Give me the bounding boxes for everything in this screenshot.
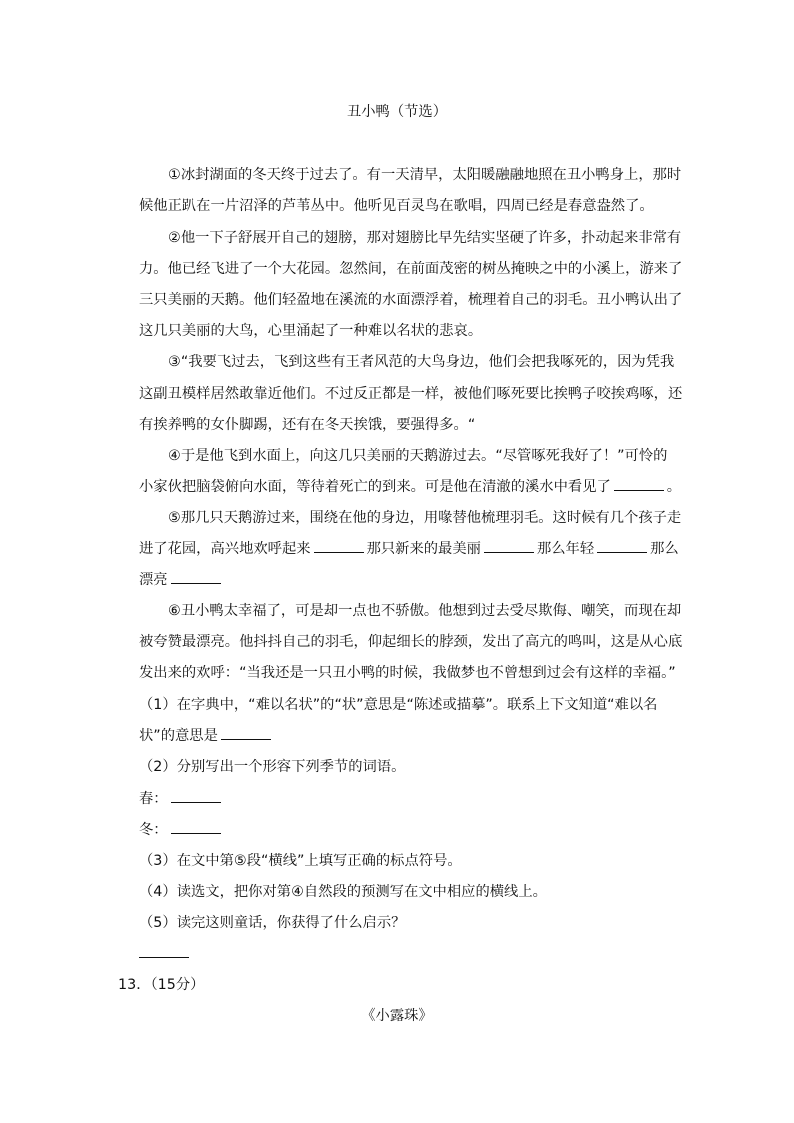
question-2: （2）分别写出一个形容下列季节的词语。 <box>139 759 406 775</box>
paragraph-3-line-1: ③“我要飞过去，飞到这些有王者风范的大鸟身边，他们会把我啄死的，因为凭我 <box>168 354 675 370</box>
answer-blank-para-5-1[interactable] <box>314 539 364 553</box>
answer-blank-para-4[interactable] <box>614 477 664 491</box>
question-2-spring <box>139 789 224 809</box>
winter-label: 冬： <box>139 822 168 838</box>
paragraph-4-end: 。 <box>666 479 682 495</box>
paragraph-5-line-2 <box>139 539 679 559</box>
question-4: （4）读选文，把你对第④自然段的预测写在文中相应的横线上。 <box>139 884 547 900</box>
paragraph-6-line-2: 被夸赞最漂亮。他抖抖自己的羽毛，仰起细长的脖颈，发出了高亢的鸣叫，这是从心底 <box>139 634 683 650</box>
answer-blank-para-5-3[interactable] <box>597 539 647 553</box>
paragraph-6-line-1: ⑥丑小鸭太幸福了，可是却一点也不骄傲。他想到过去受尽欺侮、嘲笑，而现在却 <box>168 603 682 619</box>
question-3: （3）在文中第⑤段“横线”上填写正确的标点符号。 <box>139 853 462 869</box>
answer-blank-para-5-2[interactable] <box>484 539 534 553</box>
paragraph-5-end: 漂亮 <box>139 572 168 588</box>
paragraph-5-part-3: 那么年轻 <box>536 541 595 557</box>
paragraph-4-line-1: ④于是他飞到水面上，向这几只美丽的天鹅游过去。“尽管啄死我好了！”可怜的 <box>168 448 668 464</box>
question-5: （5）读完这则童话，你获得了什么启示？ <box>139 915 406 931</box>
answer-blank-spring[interactable] <box>171 789 221 803</box>
answer-blank-winter[interactable] <box>171 820 221 834</box>
paragraph-1-line-2: 候他正趴在一片沼泽的芦苇丛中。他听见百灵鸟在歌唱，四周已经是春意盎然了。 <box>139 198 654 214</box>
paragraph-4-text: 小家伙把脑袋俯向水面，等待着死亡的到来。可是他在清澈的溪水中看见了 <box>139 479 611 495</box>
paragraph-1-line-1: ①冰封湖面的冬天终于过去了。有一天清早，太阳暖融融地照在丑小鸭身上，那时 <box>168 167 682 183</box>
paragraph-5-part-2: 那只新来的最美丽 <box>366 541 481 557</box>
paragraph-6-line-3: 发出来的欢呼：“当我还是一只丑小鸭的时候，我做梦也不曾想到过会有这样的幸福。” <box>139 665 676 681</box>
paragraph-5-part-1: 进了花园，高兴地欢呼起来 <box>139 541 311 557</box>
spring-label: 春： <box>139 791 168 807</box>
answer-blank-q5[interactable] <box>139 944 189 958</box>
paragraph-3-line-3: 有挨养鸭的女仆脚踢，还有在冬天挨饿，要强得多。“ <box>139 417 476 433</box>
passage-title: 丑小鸭（节选） <box>346 104 448 120</box>
paragraph-5-line-1: ⑤那几只天鹅游过来，围绕在他的身边，用喙替他梳理羽毛。这时候有几个孩子走 <box>168 510 682 526</box>
paragraph-5-part-4: 那么 <box>650 541 679 557</box>
paragraph-3-line-2: 这副丑模样居然敢靠近他们。不过反正都是一样，被他们啄死要比挨鸭子咬挨鸡啄，还 <box>139 386 683 402</box>
paragraph-2-line-3: 三只美丽的天鹅。他们轻盈地在溪流的水面漂浮着，梳理着自己的羽毛。丑小鸭认出了 <box>139 292 683 308</box>
answer-blank-q1[interactable] <box>221 726 271 740</box>
question-1-line-2 <box>139 726 274 746</box>
question-5-answer-line <box>139 944 192 964</box>
answer-blank-para-5-4[interactable] <box>171 570 221 584</box>
question-2-winter <box>139 820 224 840</box>
paragraph-2-line-2: 力。他已经飞进了一个大花园。忽然间，在前面茂密的树丛掩映之中的小溪上，游来了 <box>139 261 683 277</box>
paragraph-2-line-1: ②他一下子舒展开自己的翅膀，那对翅膀比早先结实坚硬了许多，扑动起来非常有 <box>168 230 682 246</box>
paragraph-5-line-3 <box>139 570 224 590</box>
paragraph-2-line-4: 这几只美丽的大鸟，心里涌起了一种难以名状的悲哀。 <box>139 323 483 339</box>
next-item-title: 《小露珠》 <box>361 1008 433 1024</box>
question-1-text: 状”的意思是 <box>139 728 218 744</box>
paragraph-4-line-2 <box>139 477 681 497</box>
next-item-number: 13．（15分） <box>118 977 205 993</box>
question-1-line-1: （1）在字典中，“难以名状”的“状”意思是“陈述或描摹”。联系上下文知道“难以名 <box>139 697 658 713</box>
